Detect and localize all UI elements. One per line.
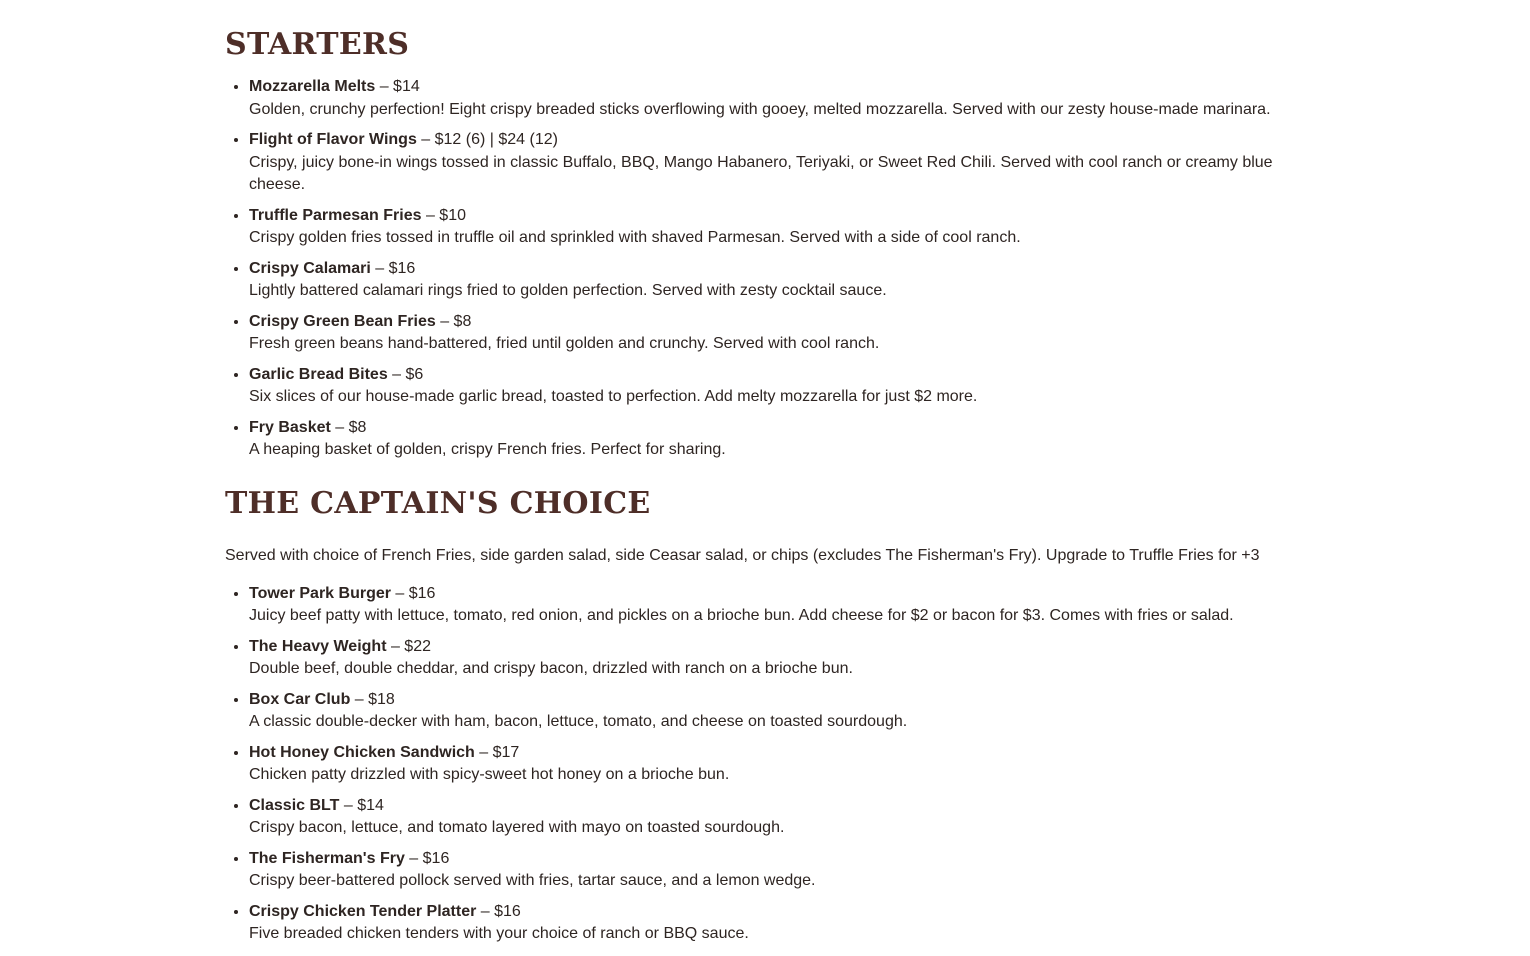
- menu-item: [249, 795, 1305, 840]
- item-description: Fresh green beans hand-battered, fried until golden and crunchy. Served with cool ranch.: [249, 335, 880, 352]
- item-name: Garlic Bread Bites: [249, 365, 388, 383]
- item-description: A classic double-decker with ham, bacon, lettuce, tomato, and cheese on toasted sourdough.: [249, 713, 908, 730]
- menu-item: [249, 311, 1305, 356]
- item-description: Crispy golden fries tossed in truffle oil and sprinkled with shaved Parmesan. Served with a side of cool ranch.: [249, 229, 1021, 246]
- menu-item: [249, 417, 1305, 462]
- section-intro: Served with choice of French Fries, side garden salad, side Ceasar salad, or chips (excludes The Fisherman's Fry). Upgrade to Truffle Fries for +3: [225, 546, 1260, 564]
- menu-item: [249, 742, 1305, 787]
- item-description: Double beef, double cheddar, and crispy bacon, drizzled with ranch on a brioche bun.: [249, 660, 853, 677]
- item-price: – $16: [404, 849, 450, 867]
- menu-item: [249, 258, 1305, 303]
- item-name: Classic BLT: [249, 796, 340, 814]
- captains-choice-list: [225, 583, 1305, 946]
- item-description: Lightly battered calamari rings fried to golden perfection. Served with zesty cocktail sauce.: [249, 282, 887, 299]
- item-name: Mozzarella Melts: [249, 78, 376, 95]
- menu-item: [249, 76, 1305, 121]
- menu-item: [249, 129, 1305, 197]
- item-name: Crispy Calamari: [249, 259, 371, 277]
- section-title-captains-choice: THE CAPTAIN'S CHOICE: [225, 485, 651, 521]
- item-description: A heaping basket of golden, crispy French fries. Perfect for sharing.: [249, 441, 726, 458]
- item-price: – $18: [350, 690, 395, 708]
- item-price: – $8: [435, 312, 472, 330]
- menu-item: [249, 364, 1305, 409]
- item-price: – $14: [375, 78, 420, 95]
- item-name: Box Car Club: [249, 690, 351, 708]
- menu-content: [225, 0, 1305, 954]
- item-price: – $8: [330, 418, 367, 436]
- item-price: – $16: [476, 902, 521, 920]
- item-name: The Fisherman's Fry: [249, 849, 405, 867]
- item-name: Truffle Parmesan Fries: [249, 206, 422, 224]
- item-name: Fry Basket: [249, 418, 331, 436]
- item-price: – $22: [386, 637, 431, 655]
- item-price: – $6: [387, 365, 424, 383]
- item-name: Crispy Green Bean Fries: [249, 312, 436, 330]
- item-name: Tower Park Burger: [249, 584, 391, 602]
- item-price: – $16: [370, 259, 416, 277]
- item-price: – $16: [390, 584, 436, 602]
- item-name: Flight of Flavor Wings: [249, 131, 417, 148]
- item-description: Golden, crunchy perfection! Eight crispy breaded sticks overflowing with gooey, melted mozzarella. Served with our zesty house-made marinara.: [249, 100, 1271, 118]
- item-price: – $14: [339, 796, 384, 814]
- item-description: Crispy, juicy bone-in wings tossed in classic Buffalo, BBQ, Mango Habanero, Teriyaki, or Sweet Red Chili. Served with cool ranch or creamy blue cheese.: [249, 153, 1273, 193]
- starters-list: [225, 76, 1305, 462]
- item-description: Juicy beef patty with lettuce, tomato, red onion, and pickles on a brioche bun. Add cheese for $2 or bacon for $3. Comes with fries or salad.: [249, 607, 1234, 624]
- item-description: Crispy bacon, lettuce, and tomato layered with mayo on toasted sourdough.: [249, 819, 785, 836]
- section-title-starters: STARTERS: [225, 27, 410, 62]
- item-description: Chicken patty drizzled with spicy-sweet hot honey on a brioche bun.: [249, 766, 730, 783]
- menu-item: [249, 583, 1305, 628]
- item-description: Six slices of our house-made garlic bread, toasted to perfection. Add melty mozzarella for just $2 more.: [249, 388, 978, 405]
- item-price: – $12 (6) | $24 (12): [416, 131, 558, 148]
- item-description: Crispy beer-battered pollock served with fries, tartar sauce, and a lemon wedge.: [249, 872, 816, 889]
- menu-item: [249, 848, 1305, 893]
- item-name: The Heavy Weight: [249, 637, 387, 655]
- item-price: – $10: [421, 206, 466, 224]
- item-name: Hot Honey Chicken Sandwich: [249, 743, 475, 761]
- menu-item: [249, 205, 1305, 250]
- menu-item: [249, 689, 1305, 734]
- item-price: – $17: [474, 743, 520, 761]
- item-description: Five breaded chicken tenders with your choice of ranch or BBQ sauce.: [249, 925, 749, 942]
- menu-item: [249, 901, 1305, 946]
- menu-item: [249, 636, 1305, 681]
- item-name: Crispy Chicken Tender Platter: [249, 902, 477, 920]
